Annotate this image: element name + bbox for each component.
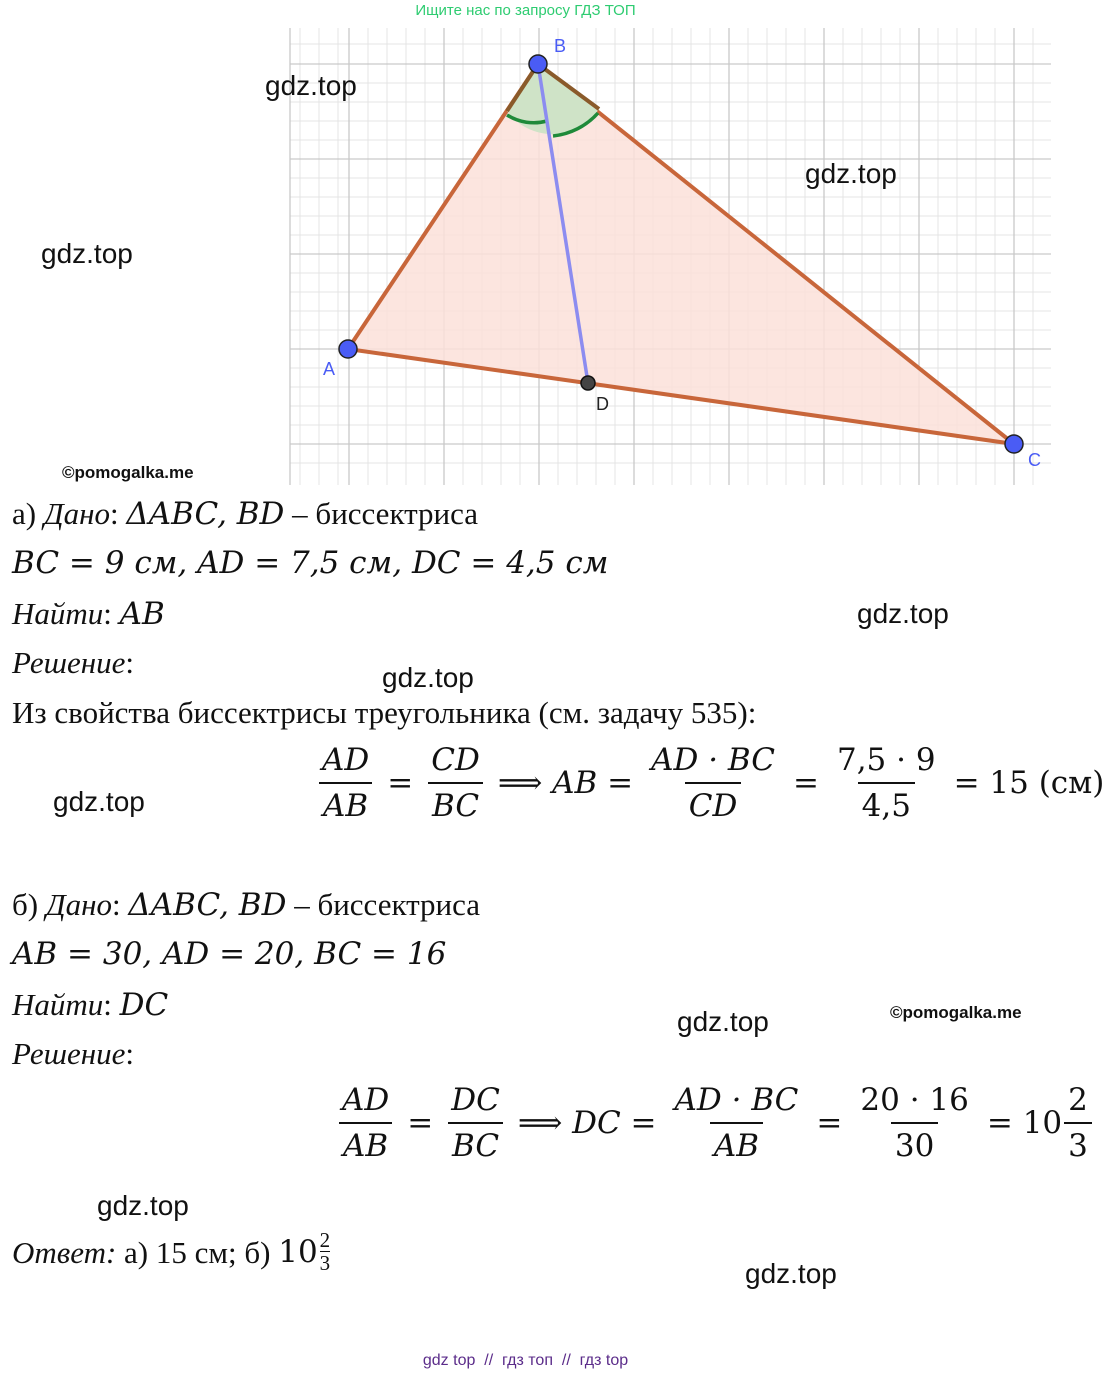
part-b-find-text: DC: [119, 987, 169, 1023]
part-b-given-text: ΔABC, BD: [128, 887, 287, 923]
denominator: 3: [319, 1251, 331, 1275]
label-c: C: [1028, 450, 1041, 470]
denominator: BC: [448, 1122, 503, 1164]
watermark: gdz.top: [265, 70, 357, 101]
footer-links: gdz top // гдз топ // гдз top: [422, 1352, 629, 1369]
watermark: gdz.top: [857, 598, 949, 629]
fraction: [833, 742, 940, 824]
numerator: 2: [1068, 1082, 1088, 1118]
numerator: CD: [431, 742, 480, 778]
watermark: gdz.top: [53, 786, 145, 817]
numerator: AD · BC: [651, 742, 775, 778]
part-a-given-label: Дано: [43, 496, 110, 531]
operator: =: [816, 1105, 843, 1141]
denominator: CD: [685, 782, 742, 824]
operator: =: [387, 765, 414, 801]
part-b-solution: Решение:: [12, 1036, 134, 1071]
top-banner: Ищите нас по запросу ГДЗ ТОП: [415, 2, 636, 19]
part-a-prefix: а): [12, 496, 37, 531]
watermark: gdz.top: [677, 1006, 769, 1037]
operator: =: [793, 765, 819, 801]
part-b-values: AB = 30, AD = 20, BC = 16: [12, 936, 447, 972]
answer-line: [12, 1230, 330, 1274]
part-a-given: а) Дано: ΔABC, BD – биссектриса: [12, 496, 479, 532]
watermark: gdz.top: [745, 1258, 837, 1289]
part-a-find-label: Найти: [12, 596, 104, 631]
watermark: gdz.top: [805, 158, 897, 189]
part-a-find: Найти: AB: [12, 596, 165, 632]
fraction: [856, 1082, 972, 1164]
answer-fraction: [320, 1230, 331, 1274]
fraction: [647, 742, 779, 824]
numerator: AD: [342, 1082, 390, 1118]
numerator: 2: [319, 1228, 331, 1252]
copyright-mark: ©pomogalka.me: [890, 1003, 1022, 1022]
mixed-fraction: [1064, 1082, 1092, 1164]
part-b-find: Найти: DC: [12, 987, 169, 1023]
numerator: 20 · 16: [860, 1082, 969, 1118]
label-b: B: [554, 36, 567, 56]
denominator: AB: [710, 1122, 763, 1164]
part-a-values: BC = 9 см, AD = 7,5 см, DC = 4,5 см: [12, 545, 609, 581]
operator: =: [407, 1105, 434, 1141]
part-a-solution: Решение:: [12, 645, 134, 680]
part-b-solution-label: Решение: [12, 1036, 126, 1071]
point-d: [581, 376, 595, 390]
copyright-mark: ©pomogalka.me: [62, 463, 194, 482]
operator: ⟹ AB =: [497, 765, 634, 801]
fraction: [427, 742, 484, 824]
result: = 15 (см): [953, 765, 1105, 801]
denominator: AB: [319, 782, 372, 824]
label-d: D: [596, 394, 609, 414]
part-b-given-label: Дано: [45, 887, 112, 922]
numerator: DC: [451, 1082, 500, 1118]
answer-text: а) 15 см; б): [116, 1234, 279, 1270]
denominator: 30: [891, 1122, 938, 1164]
answer-whole: 10: [278, 1233, 318, 1270]
part-b-given-suffix: – биссектриса: [286, 887, 481, 922]
point-c: [1005, 435, 1023, 453]
part-a-given-suffix: – биссектриса: [284, 496, 479, 531]
triangle-figure: [0, 0, 1051, 490]
part-a-given-text: ΔABC, BD: [126, 496, 285, 532]
result: = 10: [986, 1105, 1063, 1141]
part-b-find-label: Найти: [12, 987, 104, 1022]
numerator: 7,5 · 9: [836, 742, 936, 778]
watermark: gdz.top: [97, 1190, 189, 1221]
watermark: gdz.top: [382, 662, 474, 693]
fraction: [338, 1082, 393, 1164]
label-a: A: [323, 359, 336, 379]
answer-label: Ответ:: [12, 1234, 117, 1270]
point-a: [339, 340, 357, 358]
fraction: [671, 1082, 803, 1164]
part-b-prefix: б): [12, 887, 39, 922]
part-a-property: Из свойства биссектрисы треугольника (см. задачу 535):: [12, 695, 757, 730]
part-b-formula: [332, 1082, 1098, 1164]
numerator: AD · BC: [674, 1082, 799, 1118]
numerator: AD: [322, 742, 370, 778]
part-b-given: б) Дано: ΔABC, BD – биссектриса: [12, 887, 481, 923]
part-a-formula: [312, 742, 1112, 824]
denominator: 4,5: [858, 782, 915, 824]
fraction: [318, 742, 373, 824]
fraction: [447, 1082, 504, 1164]
part-a-solution-label: Решение: [12, 645, 126, 680]
denominator: BC: [428, 782, 483, 824]
part-a-find-text: AB: [119, 596, 165, 632]
denominator: AB: [339, 1122, 392, 1164]
operator: ⟹ DC =: [517, 1105, 657, 1141]
denominator: 3: [1064, 1122, 1092, 1164]
point-b: [529, 55, 547, 73]
watermark: gdz.top: [41, 238, 133, 269]
